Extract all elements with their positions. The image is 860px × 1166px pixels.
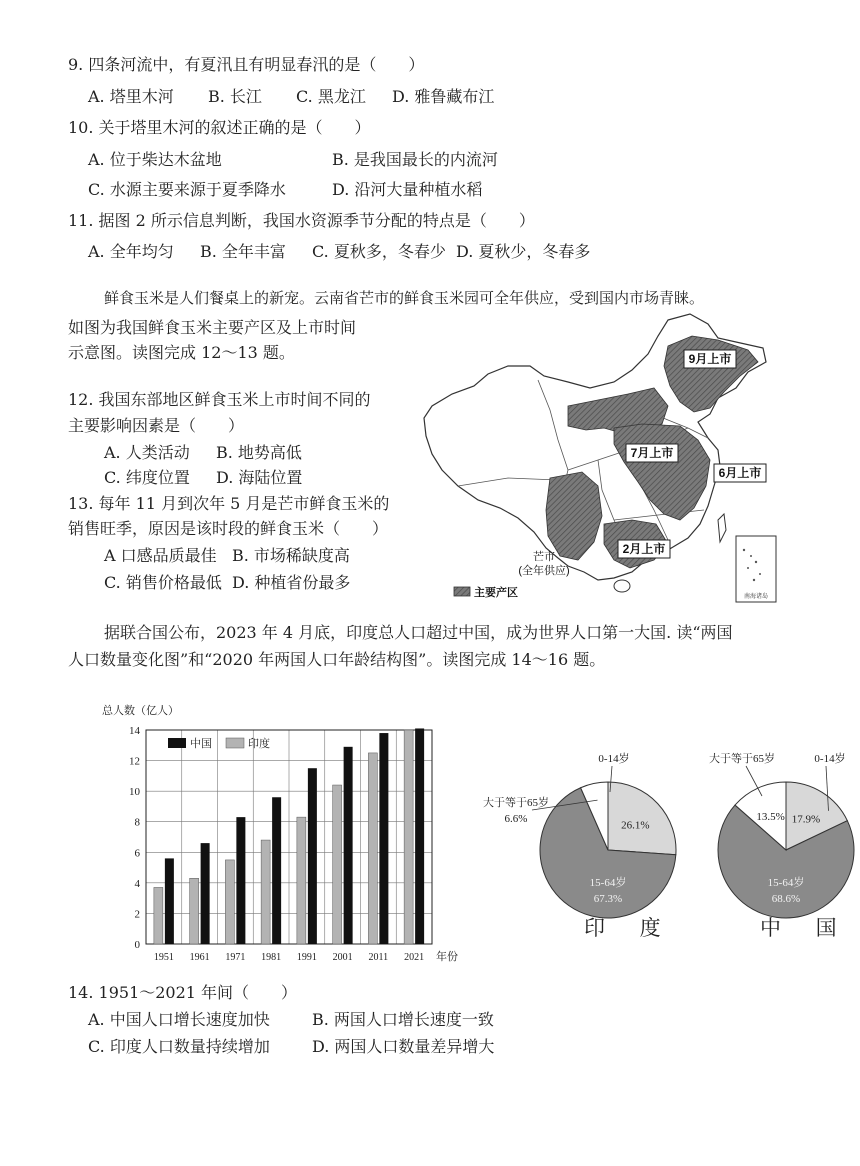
q13-option-d: D. 种植省份最多 [232, 573, 351, 592]
y-tick-2: 2 [134, 908, 140, 921]
q11-option-c: C. 夏秋多，冬春少 [312, 242, 446, 261]
q10-option-c: C. 水源主要来源于夏季降水 [88, 180, 286, 199]
bar-india-1981 [261, 840, 270, 944]
label-sep: 9月上市 [688, 352, 732, 366]
x-tick-1951: 1951 [153, 952, 174, 963]
legend-swatch-china [168, 738, 186, 748]
label-china-work: 15-64岁 [767, 877, 805, 889]
x-tick-2021: 2021 [404, 952, 425, 963]
label-jul: 7月上市 [630, 446, 674, 460]
bar-india-1971 [225, 860, 234, 944]
q13-options-row2 [104, 570, 350, 593]
value-china-young: 17.9% [791, 813, 821, 826]
label-india-young: 0-14岁 [598, 753, 630, 765]
q10-stem: 10. 关于塔里木河的叙述正确的是（ ） [68, 118, 371, 137]
q11-stem: 11. 据图 2 所示信息判断，我国水资源季节分配的特点是（ ） [68, 211, 535, 230]
q10-options-row2 [88, 177, 482, 200]
value-india-work: 67.3% [593, 893, 623, 905]
x-tick-2001: 2001 [332, 952, 353, 963]
q9-options [88, 84, 494, 107]
q12-option-a: A. 人类活动 [104, 443, 190, 462]
q14-options-row2 [88, 1034, 494, 1057]
q9-stem: 9. 四条河流中，有夏汛且有明显春汛的是（ ） [68, 55, 425, 74]
bar-china-2011 [379, 733, 388, 944]
label-jun: 6月上市 [718, 466, 762, 480]
bar-india-1991 [297, 817, 306, 944]
passage2-line1: 据联合国公布，2023 年 4 月底，印度总人口超过中国，成为世界人口第一大国. 读“两国 [104, 623, 733, 642]
passage1-line2: 如图为我国鲜食玉米主要产区及上市时间 [68, 318, 357, 337]
q14-option-d: D. 两国人口数量差异增大 [312, 1037, 495, 1056]
label-china-young: 0-14岁 [814, 753, 846, 765]
y-tick-8: 8 [134, 816, 140, 829]
q11-option-b: B. 全年丰富 [200, 242, 286, 261]
bar-china-2001 [344, 747, 353, 944]
passage2-line2: 人口数量变化图”和“2020 年两国人口年龄结构图”。读图完成 14～16 题。 [68, 650, 606, 669]
x-tick-1961: 1961 [189, 952, 210, 963]
bar-india-2001 [333, 785, 342, 944]
legend-label: 主要产区 [474, 587, 518, 599]
label-mangshi: 芒市 [533, 551, 555, 563]
q9-option-b: B. 长江 [208, 87, 262, 106]
bar-india-2011 [368, 753, 377, 944]
q9-option-c: C. 黑龙江 [296, 87, 366, 106]
inset-label: 南海诸岛 [743, 594, 769, 600]
q12-options-row2 [104, 465, 302, 488]
q14-stem: 14. 1951～2021 年间（ ） [68, 983, 298, 1002]
y-axis-label: 总人数（亿人） [102, 705, 179, 717]
passage1-line1: 鲜食玉米是人们餐桌上的新宠。云南省芒市的鲜食玉米园可全年供应，受到国内市场青睐。 [104, 289, 705, 307]
x-tick-1981: 1981 [261, 952, 282, 963]
x-tick-2011: 2011 [368, 952, 389, 963]
q14-option-a: A. 中国人口增长速度加快 [88, 1010, 270, 1029]
q11-options [88, 239, 590, 262]
label-india-work: 15-64岁 [589, 877, 627, 889]
q11-option-a: A. 全年均匀 [88, 242, 174, 261]
label-feb: 2月上市 [622, 542, 666, 556]
value-india-old: 6.6% [504, 813, 528, 825]
slice-india-0 [608, 782, 676, 855]
q14-options-row1 [88, 1007, 494, 1030]
q10-option-b: B. 是我国最长的内流河 [332, 150, 498, 169]
label-china-old: 大于等于65岁 [709, 753, 775, 765]
legend-swatch [454, 587, 470, 596]
age-structure-pies [470, 728, 860, 938]
x-tick-1991: 1991 [296, 952, 317, 963]
population-bar-chart [100, 700, 460, 968]
y-tick-4: 4 [134, 877, 140, 890]
q10-option-a: A. 位于柴达木盆地 [88, 150, 222, 169]
value-india-young: 26.1% [621, 819, 650, 832]
bar-india-1951 [154, 887, 163, 944]
pie-title-china: 中 国 [760, 916, 851, 940]
q9-option-d: D. 雅鲁藏布江 [392, 87, 495, 106]
label-mangshi-sub: (全年供应) [518, 565, 570, 577]
q13-option-a: A 口感品质最佳 [104, 546, 217, 565]
bar-china-1951 [165, 858, 174, 944]
bar-china-1981 [272, 797, 281, 944]
q13-stem-line2: 销售旺季，原因是该时段的鲜食玉米（ ） [68, 519, 389, 538]
q12-option-c: C. 纬度位置 [104, 468, 190, 487]
bar-india-1961 [190, 878, 199, 944]
q13-options-row1 [104, 543, 350, 566]
bar-india-2021 [404, 730, 413, 944]
q14-option-b: B. 两国人口增长速度一致 [312, 1010, 494, 1029]
pie-title-india: 印 度 [584, 916, 675, 940]
south-china-sea-inset [736, 536, 776, 602]
value-china-work: 68.6% [771, 893, 801, 905]
legend-label-china: 中国 [190, 738, 212, 750]
bar-china-1991 [308, 768, 317, 944]
q14-option-c: C. 印度人口数量持续增加 [88, 1037, 270, 1056]
x-tick-1971: 1971 [225, 952, 246, 963]
y-tick-14: 14 [129, 725, 140, 737]
bar-china-1971 [236, 817, 245, 944]
q12-options-row1 [104, 440, 302, 463]
q13-stem-line1: 13. 每年 11 月到次年 5 月是芒市鲜食玉米的 [68, 494, 390, 513]
label-india-old: 大于等于65岁 [483, 797, 549, 809]
q12-stem-line2: 主要影响因素是（ ） [68, 416, 245, 435]
q12-option-b: B. 地势高低 [216, 443, 302, 462]
china-corn-map [418, 310, 778, 605]
q13-option-b: B. 市场稀缺度高 [232, 546, 350, 565]
passage1-line3: 示意图。读图完成 12～13 题。 [68, 343, 295, 362]
x-axis-label: 年份 [436, 951, 458, 963]
q11-option-d: D. 夏秋少，冬春多 [456, 242, 591, 261]
bar-china-1961 [201, 843, 210, 944]
y-tick-10: 10 [129, 786, 140, 799]
value-china-old: 13.5% [756, 810, 785, 823]
q10-options-row1 [88, 147, 498, 170]
bar-china-2021 [415, 728, 424, 944]
q10-option-d: D. 沿河大量种植水稻 [332, 180, 483, 199]
q13-option-c: C. 销售价格最低 [104, 573, 222, 592]
y-tick-0: 0 [134, 939, 140, 951]
y-tick-6: 6 [134, 847, 140, 860]
q9-option-a: A. 塔里木河 [88, 87, 174, 106]
q12-option-d: D. 海陆位置 [216, 468, 303, 487]
q12-stem-line1: 12. 我国东部地区鲜食玉米上市时间不同的 [68, 390, 371, 409]
legend-swatch-india [226, 738, 244, 748]
legend-label-india: 印度 [248, 738, 270, 750]
y-tick-12: 12 [129, 755, 140, 768]
